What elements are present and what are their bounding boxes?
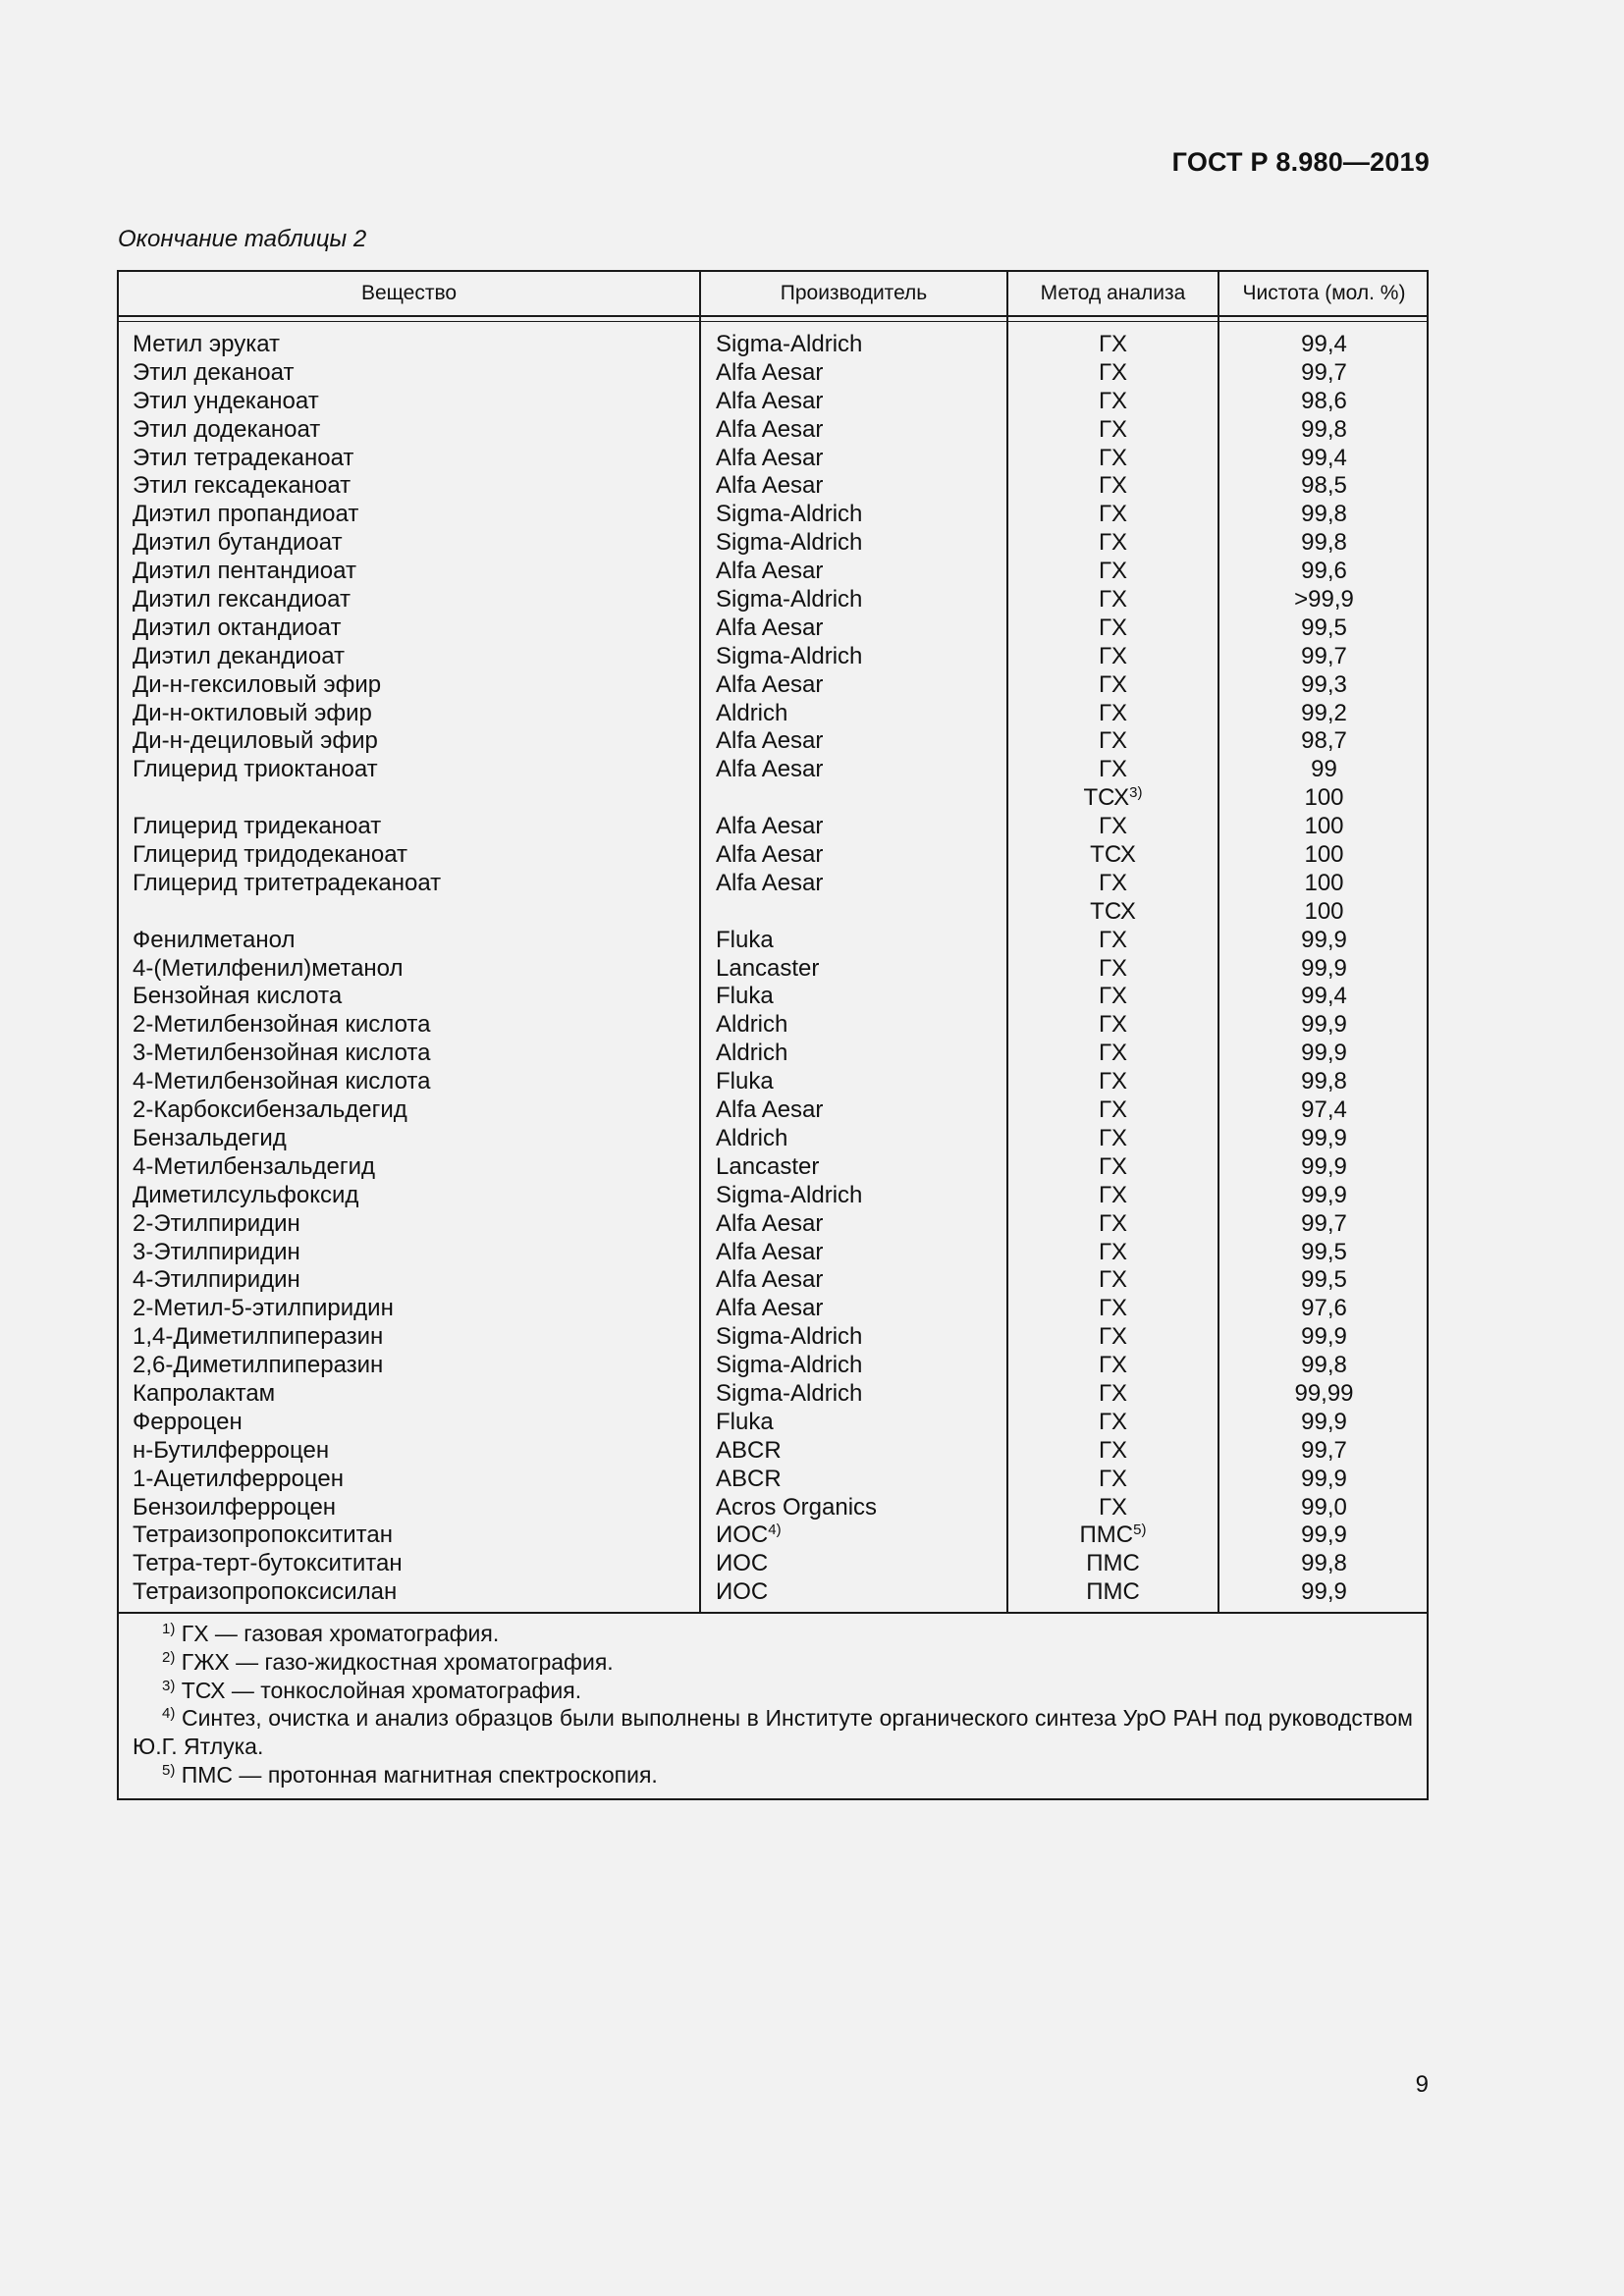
method-cell: ГХ xyxy=(1098,1295,1127,1322)
purity-cell: 99,8 xyxy=(1301,1550,1347,1577)
purity-cell: 99,9 xyxy=(1301,1011,1347,1039)
substance-cell: Диэтил пропандиоат xyxy=(133,501,359,528)
purity-cell: 99,9 xyxy=(1301,1578,1347,1606)
substance-cell: Диметилсульфоксид xyxy=(133,1181,359,1208)
method-cell: ГХ xyxy=(1098,670,1127,698)
purity-cell: 99,2 xyxy=(1301,699,1347,726)
table-row xyxy=(119,727,1427,756)
method-cell: ГХ xyxy=(1098,529,1127,557)
purity-cell: 98,7 xyxy=(1301,727,1347,755)
purity-cell: 99,4 xyxy=(1301,983,1347,1010)
column-header-manufacturer: Производитель xyxy=(780,282,928,304)
substance-cell: Глицерид тритетрадеканоат xyxy=(133,869,442,896)
table-row xyxy=(119,1295,1427,1323)
table-row xyxy=(119,841,1427,870)
method-cell: ГХ xyxy=(1098,699,1127,726)
footnote xyxy=(133,1648,1413,1677)
substance-cell: Фенилметанол xyxy=(133,926,296,953)
purity-cell: 99,5 xyxy=(1301,614,1347,641)
page-number: 9 xyxy=(1415,2071,1429,2098)
manufacturer-cell: Alfa Aesar xyxy=(716,1238,824,1265)
table-row xyxy=(119,1266,1427,1295)
substance-cell: Ди-н-гексиловый эфир xyxy=(133,670,382,698)
table-row xyxy=(119,1466,1427,1494)
manufacturer-cell: Alfa Aesar xyxy=(716,813,824,840)
method-cell: ГХ xyxy=(1098,1181,1127,1208)
substance-cell: 2-Этилпиридин xyxy=(133,1209,300,1237)
method-cell: ГХ xyxy=(1098,1266,1127,1294)
footnote-mark: 1) xyxy=(162,1621,176,1637)
purity-cell: 99,3 xyxy=(1301,670,1347,698)
substance-cell: 2-Карбоксибензальдегид xyxy=(133,1096,407,1124)
footnote-ref: 5) xyxy=(1133,1522,1147,1539)
method-cell: ПМС xyxy=(1086,1578,1140,1606)
purity-cell: 99,99 xyxy=(1294,1379,1354,1407)
header-divider xyxy=(119,321,1427,322)
substance-cell: Бензойная кислота xyxy=(133,983,343,1010)
footnote-mark: 4) xyxy=(162,1705,176,1723)
manufacturer-cell: ABCR xyxy=(716,1465,782,1492)
manufacturer-cell: Sigma-Aldrich xyxy=(716,1323,863,1351)
table-row xyxy=(119,1522,1427,1550)
method-cell: ГХ xyxy=(1098,1152,1127,1180)
manufacturer-cell: Alfa Aesar xyxy=(716,415,824,443)
table-row xyxy=(119,501,1427,529)
table-row xyxy=(119,1125,1427,1153)
method-cell: ГХ xyxy=(1098,1436,1127,1464)
table-row xyxy=(119,1494,1427,1522)
method-cell: ГХ xyxy=(1098,1379,1127,1407)
substance-cell: Диэтил декандиоат xyxy=(133,642,345,669)
substance-cell: Метил эрукат xyxy=(133,331,281,357)
substance-cell: 4-Метилбензойная кислота xyxy=(133,1068,431,1095)
substance-cell: 4-Этилпиридин xyxy=(133,1266,300,1294)
manufacturer-cell: Alfa Aesar xyxy=(716,670,824,698)
substance-cell: Этил гексадеканоат xyxy=(133,472,352,500)
manufacturer-cell: Aldrich xyxy=(716,699,788,726)
purity-cell: 99,7 xyxy=(1301,1209,1347,1237)
manufacturer-cell: Sigma-Aldrich xyxy=(716,529,863,557)
purity-cell: 97,4 xyxy=(1301,1096,1347,1124)
footnote xyxy=(133,1761,1413,1789)
footnote xyxy=(133,1620,1413,1648)
table-row xyxy=(119,1096,1427,1125)
table-row xyxy=(119,1210,1427,1239)
purity-cell: 97,6 xyxy=(1301,1295,1347,1322)
substance-cell: Ферроцен xyxy=(133,1408,243,1435)
manufacturer-cell: Aldrich xyxy=(716,1040,788,1067)
table-row xyxy=(119,983,1427,1011)
manufacturer-cell: Alfa Aesar xyxy=(716,1266,824,1294)
manufacturer-cell: Aldrich xyxy=(716,1124,788,1151)
table-row xyxy=(119,472,1427,501)
purity-cell: 99,9 xyxy=(1301,1040,1347,1067)
purity-cell: 100 xyxy=(1304,813,1344,840)
manufacturer-cell: Alfa Aesar xyxy=(716,1096,824,1124)
purity-cell: 98,6 xyxy=(1301,387,1347,414)
substance-cell: Капролактам xyxy=(133,1379,276,1407)
manufacturer-cell: Lancaster xyxy=(716,1152,820,1180)
footnote-mark: 5) xyxy=(162,1761,176,1779)
substance-cell: Глицерид триоктаноат xyxy=(133,756,378,783)
manufacturer-cell: Sigma-Aldrich xyxy=(716,331,863,357)
method-cell: ПМС$^{5)}$ xyxy=(1079,1522,1147,1549)
method-cell: ГХ xyxy=(1098,954,1127,982)
purity-cell: 99,5 xyxy=(1301,1266,1347,1294)
substance-cell: Тетраизопропоксисилан xyxy=(133,1578,398,1606)
purity-cell: >99,9 xyxy=(1294,586,1354,614)
purity-cell: 99,8 xyxy=(1301,1352,1347,1379)
method-cell: ГХ xyxy=(1098,1068,1127,1095)
substance-cell: Глицерид тридодеканоат xyxy=(133,841,408,869)
manufacturer-cell: Alfa Aesar xyxy=(716,358,824,386)
manufacturer-cell: ИОС xyxy=(716,1578,769,1606)
method-cell: ГХ xyxy=(1098,558,1127,585)
method-cell: ГХ xyxy=(1098,444,1127,471)
method-cell: ГХ xyxy=(1098,1493,1127,1521)
table-row xyxy=(119,529,1427,558)
manufacturer-cell: Aldrich xyxy=(716,1011,788,1039)
purity-cell: 100 xyxy=(1304,784,1344,812)
substance-cell: н-Бутилферроцен xyxy=(133,1436,330,1464)
purity-cell: 99,9 xyxy=(1301,1124,1347,1151)
purity-cell: 99,9 xyxy=(1301,1152,1347,1180)
footnote xyxy=(133,1677,1413,1705)
method-cell: ГХ xyxy=(1098,1465,1127,1492)
table-row xyxy=(119,1550,1427,1578)
method-cell: ГХ xyxy=(1098,415,1127,443)
method-cell: ГХ xyxy=(1098,983,1127,1010)
purity-cell: 99,7 xyxy=(1301,358,1347,386)
table-row xyxy=(119,1153,1427,1182)
table-row xyxy=(119,813,1427,841)
substance-cell: 4-(Метилфенил)метанол xyxy=(133,954,404,982)
table-row xyxy=(119,955,1427,984)
table-row xyxy=(119,1578,1427,1607)
manufacturer-cell: ИОС xyxy=(716,1550,769,1577)
manufacturer-cell: Sigma-Aldrich xyxy=(716,501,863,528)
substance-cell: 1,4-Диметилпиперазин xyxy=(133,1323,384,1351)
footnote-ref: 3) xyxy=(1129,784,1143,802)
manufacturer-cell: Alfa Aesar xyxy=(716,756,824,783)
footnote xyxy=(133,1704,1413,1761)
table-row xyxy=(119,898,1427,927)
footnote-text: ГЖХ — газо-жидкостная хроматография. xyxy=(181,1648,614,1675)
purity-cell: 100 xyxy=(1304,869,1344,896)
purity-cell: 99,9 xyxy=(1301,1522,1347,1549)
manufacturer-cell: Alfa Aesar xyxy=(716,727,824,755)
purity-cell: 99,5 xyxy=(1301,1238,1347,1265)
method-cell: ГХ xyxy=(1098,501,1127,528)
table-row xyxy=(119,1323,1427,1352)
table-row xyxy=(119,445,1427,473)
method-cell: ГХ xyxy=(1098,387,1127,414)
manufacturer-cell: Sigma-Aldrich xyxy=(716,1379,863,1407)
substance-cell: 2-Метилбензойная кислота xyxy=(133,1011,431,1039)
table-row xyxy=(119,1011,1427,1040)
table-row xyxy=(119,700,1427,728)
manufacturer-cell: Alfa Aesar xyxy=(716,614,824,641)
document-code: ГОСТ Р 8.980—2019 xyxy=(1171,147,1430,177)
purity-cell: 99,8 xyxy=(1301,501,1347,528)
manufacturer-cell: Alfa Aesar xyxy=(716,444,824,471)
footnotes xyxy=(133,1620,1413,1789)
method-cell: ГХ xyxy=(1098,586,1127,614)
manufacturer-cell: Fluka xyxy=(716,1408,774,1435)
purity-cell: 99,7 xyxy=(1301,642,1347,669)
table-row xyxy=(119,756,1427,784)
manufacturer-cell: Sigma-Aldrich xyxy=(716,1352,863,1379)
table-row xyxy=(119,1239,1427,1267)
table-row xyxy=(119,331,1427,359)
method-cell: ГХ xyxy=(1098,1323,1127,1351)
purity-cell: 99,9 xyxy=(1301,926,1347,953)
substance-cell: Диэтил бутандиоат xyxy=(133,529,343,557)
method-cell: ГХ xyxy=(1098,1408,1127,1435)
table-row xyxy=(119,870,1427,898)
footnote-text: Синтез, очистка и анализ образцов были выполнены в Институте органического синтеза УрО РАН под руководством Ю.Г. Ятлука. xyxy=(133,1705,1413,1760)
purity-cell: 99,0 xyxy=(1301,1493,1347,1521)
substance-cell: Ди-н-октиловый эфир xyxy=(133,699,372,726)
method-cell: ГХ xyxy=(1098,1096,1127,1124)
method-cell: ГХ xyxy=(1098,727,1127,755)
table-row xyxy=(119,1437,1427,1466)
manufacturer-cell: Sigma-Aldrich xyxy=(716,1181,863,1208)
method-cell: ГХ xyxy=(1098,331,1127,357)
table-row xyxy=(119,1068,1427,1096)
method-cell: ГХ xyxy=(1098,1352,1127,1379)
footnote-mark: 3) xyxy=(162,1677,176,1694)
method-cell: ГХ xyxy=(1098,1209,1127,1237)
method-cell: ТСХ xyxy=(1090,841,1136,869)
manufacturer-cell: Sigma-Aldrich xyxy=(716,642,863,669)
table-row xyxy=(119,1409,1427,1437)
purity-cell: 99,8 xyxy=(1301,1068,1347,1095)
footnote-divider xyxy=(119,1612,1427,1614)
substance-cell: Ди-н-дециловый эфир xyxy=(133,727,378,755)
purity-cell: 99,6 xyxy=(1301,558,1347,585)
manufacturer-cell: Fluka xyxy=(716,983,774,1010)
substance-cell: 4-Метилбензальдегид xyxy=(133,1152,376,1180)
method-cell: ГХ xyxy=(1098,1124,1127,1151)
purity-cell: 99,7 xyxy=(1301,1436,1347,1464)
method-cell: ГХ xyxy=(1098,1238,1127,1265)
purity-cell: 99,9 xyxy=(1301,954,1347,982)
purity-table xyxy=(117,270,1429,1800)
purity-cell: 100 xyxy=(1304,841,1344,869)
substance-cell: Диэтил гександиоат xyxy=(133,586,351,614)
manufacturer-cell: Lancaster xyxy=(716,954,820,982)
purity-cell: 99,9 xyxy=(1301,1465,1347,1492)
method-cell: ГХ xyxy=(1098,1011,1127,1039)
substance-cell: Глицерид тридеканоат xyxy=(133,813,382,840)
substance-cell: 1-Ацетилферроцен xyxy=(133,1465,344,1492)
table-row xyxy=(119,586,1427,614)
substance-cell: 2-Метил-5-этилпиридин xyxy=(133,1295,394,1322)
manufacturer-cell: ИОС$^{4)}$ xyxy=(716,1522,782,1549)
column-header-method: Метод анализа xyxy=(1040,282,1186,304)
table-row xyxy=(119,359,1427,388)
footnote-mark: 2) xyxy=(162,1648,176,1666)
manufacturer-cell: Fluka xyxy=(716,1068,774,1095)
substance-cell: Этил тетрадеканоат xyxy=(133,444,354,471)
substance-cell: 3-Этилпиридин xyxy=(133,1238,300,1265)
table-row xyxy=(119,643,1427,671)
substance-cell: Этил додеканоат xyxy=(133,415,321,443)
footnote-text: ГХ — газовая хроматография. xyxy=(181,1621,500,1646)
column-header-substance: Вещество xyxy=(360,282,458,304)
method-cell: ГХ xyxy=(1098,756,1127,783)
substance-cell: Бензальдегид xyxy=(133,1124,287,1151)
purity-cell: 99,4 xyxy=(1301,444,1347,471)
manufacturer-cell: Alfa Aesar xyxy=(716,841,824,869)
footnote-text: ПМС — протонная магнитная спектроскопия. xyxy=(181,1761,658,1788)
manufacturer-cell: Alfa Aesar xyxy=(716,387,824,414)
method-cell: ГХ xyxy=(1098,1040,1127,1067)
purity-cell: 100 xyxy=(1304,897,1344,925)
column-header-purity: Чистота (мол. %) xyxy=(1242,282,1406,304)
method-cell: ПМС xyxy=(1086,1550,1140,1577)
header-divider xyxy=(119,315,1427,317)
footnote-ref: 4) xyxy=(768,1522,782,1539)
substance-cell: Этил деканоат xyxy=(133,358,295,386)
table-row xyxy=(119,1040,1427,1068)
substance-cell: Диэтил октандиоат xyxy=(133,614,342,641)
method-cell: ТСХ$^{3)}$ xyxy=(1083,784,1143,812)
purity-cell: 99,8 xyxy=(1301,415,1347,443)
table-row xyxy=(119,784,1427,813)
table-row xyxy=(119,388,1427,416)
substance-cell: Тетра-терт-бутоксититан xyxy=(133,1550,403,1577)
manufacturer-cell: Alfa Aesar xyxy=(716,1295,824,1322)
purity-cell: 98,5 xyxy=(1301,472,1347,500)
table-row xyxy=(119,1182,1427,1210)
manufacturer-cell: Alfa Aesar xyxy=(716,472,824,500)
method-cell: ГХ xyxy=(1098,813,1127,840)
table-row xyxy=(119,416,1427,445)
substance-cell: Бензоилферроцен xyxy=(133,1493,337,1521)
method-cell: ТСХ xyxy=(1090,897,1136,925)
purity-cell: 99,9 xyxy=(1301,1408,1347,1435)
substance-cell: 3-Метилбензойная кислота xyxy=(133,1040,431,1067)
table-row xyxy=(119,1380,1427,1409)
footnote-text: ТСХ — тонкослойная хроматография. xyxy=(181,1677,582,1703)
method-cell: ГХ xyxy=(1098,472,1127,500)
purity-cell: 99 xyxy=(1311,756,1337,783)
purity-cell: 99,9 xyxy=(1301,1181,1347,1208)
manufacturer-cell: Alfa Aesar xyxy=(716,869,824,896)
table-row xyxy=(119,558,1427,586)
substance-cell: Диэтил пентандиоат xyxy=(133,558,356,585)
manufacturer-cell: Fluka xyxy=(716,926,774,953)
manufacturer-cell: Alfa Aesar xyxy=(716,1209,824,1237)
substance-cell: Тетраизопропоксититан xyxy=(133,1522,393,1549)
manufacturer-cell: Alfa Aesar xyxy=(716,558,824,585)
table-row xyxy=(119,614,1427,643)
method-cell: ГХ xyxy=(1098,869,1127,896)
table-caption: Окончание таблицы 2 xyxy=(118,226,367,252)
method-cell: ГХ xyxy=(1098,642,1127,669)
purity-cell: 99,8 xyxy=(1301,529,1347,557)
substance-cell: 2,6-Диметилпиперазин xyxy=(133,1352,384,1379)
manufacturer-cell: Sigma-Aldrich xyxy=(716,586,863,614)
method-cell: ГХ xyxy=(1098,926,1127,953)
purity-cell: 99,9 xyxy=(1301,1323,1347,1351)
manufacturer-cell: ABCR xyxy=(716,1436,782,1464)
manufacturer-cell: Acros Organics xyxy=(716,1493,878,1521)
method-cell: ГХ xyxy=(1098,358,1127,386)
table-row xyxy=(119,1352,1427,1380)
method-cell: ГХ xyxy=(1098,614,1127,641)
substance-cell: Этил ундеканоат xyxy=(133,387,319,414)
table-body xyxy=(119,331,1427,1607)
purity-cell: 99,4 xyxy=(1301,331,1347,357)
table-row xyxy=(119,927,1427,955)
table-row xyxy=(119,671,1427,700)
